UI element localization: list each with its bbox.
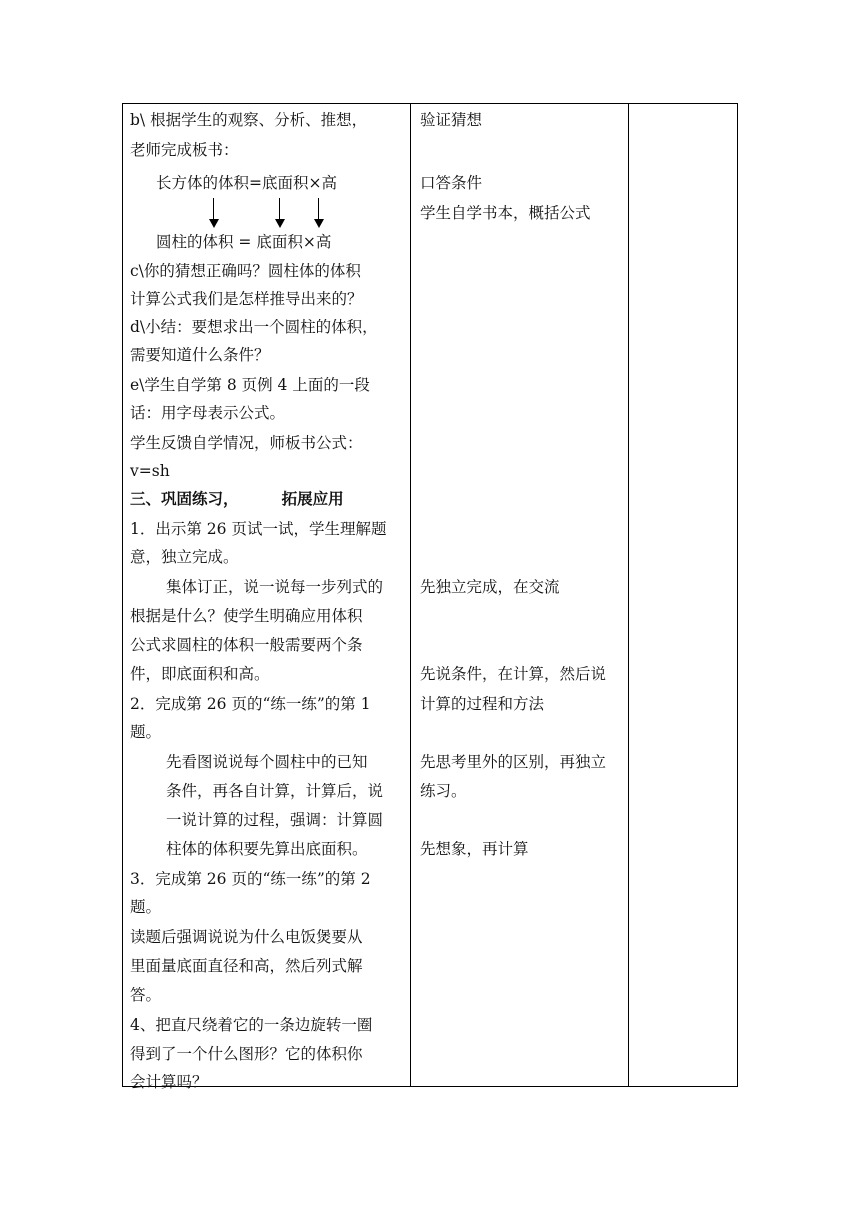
text-line: 条件，再各自计算，计算后，说 bbox=[166, 782, 384, 800]
text-line: 里面量底面直径和高，然后列式解 bbox=[130, 957, 363, 975]
text-line: v=sh bbox=[130, 462, 170, 480]
text-line: 一说计算的过程，强调：计算圆 bbox=[166, 811, 384, 829]
text-line: 会计算吗？ bbox=[130, 1073, 208, 1091]
text-line: 计算的过程和方法 bbox=[420, 695, 545, 713]
text-line: 先想象，再计算 bbox=[420, 840, 529, 858]
text-line: 3．完成第 26 页的“练一练”的第 2 bbox=[130, 870, 371, 888]
text-line: 老师完成板书： bbox=[130, 141, 239, 159]
text-line: 先说条件，在计算，然后说 bbox=[420, 665, 607, 683]
text-line: 件，即底面积和高。 bbox=[130, 665, 270, 683]
text-line: 话：用字母表示公式。 bbox=[130, 404, 286, 422]
text-line: 4、把直尺绕着它的一条边旋转一圈 bbox=[130, 1016, 373, 1034]
text-line: 根据是什么？使学生明确应用体积 bbox=[130, 607, 363, 625]
text-line: 公式求圆柱的体积一般需要两个条 bbox=[130, 636, 363, 654]
text-line: 读题后强调说说为什么电饭煲要从 bbox=[130, 928, 363, 946]
text-line: 集体订正，说一说每一步列式的 bbox=[166, 578, 384, 596]
text-line: 意，独立完成。 bbox=[130, 548, 239, 566]
text-line: 答。 bbox=[130, 986, 162, 1004]
arrow-down-icon bbox=[213, 198, 214, 226]
text-line: 先思考里外的区别，再独立 bbox=[420, 753, 607, 771]
text-line: b\ 根据学生的观察、分析、推想， bbox=[130, 111, 368, 129]
text-line: 先看图说说每个圆柱中的已知 bbox=[166, 753, 368, 771]
arrow-down-icon bbox=[318, 198, 319, 226]
formula-cylinder: 圆柱的体积 = 底面积×高 bbox=[156, 233, 332, 251]
text-line: 得到了一个什么图形？它的体积你 bbox=[130, 1045, 363, 1063]
text-line: 学生自学书本，概括公式 bbox=[420, 204, 591, 222]
text-line: 口答条件 bbox=[420, 174, 483, 192]
column-divider-1 bbox=[410, 104, 411, 1086]
text-line: d\小结：要想求出一个圆柱的体积， bbox=[130, 318, 378, 336]
text-line: 练习。 bbox=[420, 782, 467, 800]
text-line: e\学生自学第 8 页例 4 上面的一段 bbox=[130, 376, 370, 394]
text-line: c\你的猜想正确吗？圆柱体的体积 bbox=[130, 262, 361, 280]
arrow-down-icon bbox=[279, 198, 280, 226]
text-line: 题。 bbox=[130, 723, 162, 741]
notes-cell bbox=[629, 104, 737, 1086]
text-line: 2．完成第 26 页的“练一练”的第 1 bbox=[130, 695, 371, 713]
section-heading: 三、巩固练习， 拓展应用 bbox=[130, 489, 344, 508]
text-line: 先独立完成，在交流 bbox=[420, 578, 560, 596]
text-line: 计算公式我们是怎样推导出来的？ bbox=[130, 290, 363, 308]
text-line: 1．出示第 26 页试一试，学生理解题 bbox=[130, 520, 387, 538]
lesson-table bbox=[122, 103, 738, 1091]
text-line: 题。 bbox=[130, 898, 162, 916]
text-line: 验证猜想 bbox=[420, 111, 483, 129]
text-line: 柱体的体积要先算出底面积。 bbox=[166, 840, 368, 858]
text-line: 需要知道什么条件？ bbox=[130, 346, 270, 364]
formula-cuboid: 长方体的体积=底面积×高 bbox=[156, 174, 337, 192]
text-line: 学生反馈自学情况，师板书公式： bbox=[130, 434, 363, 452]
